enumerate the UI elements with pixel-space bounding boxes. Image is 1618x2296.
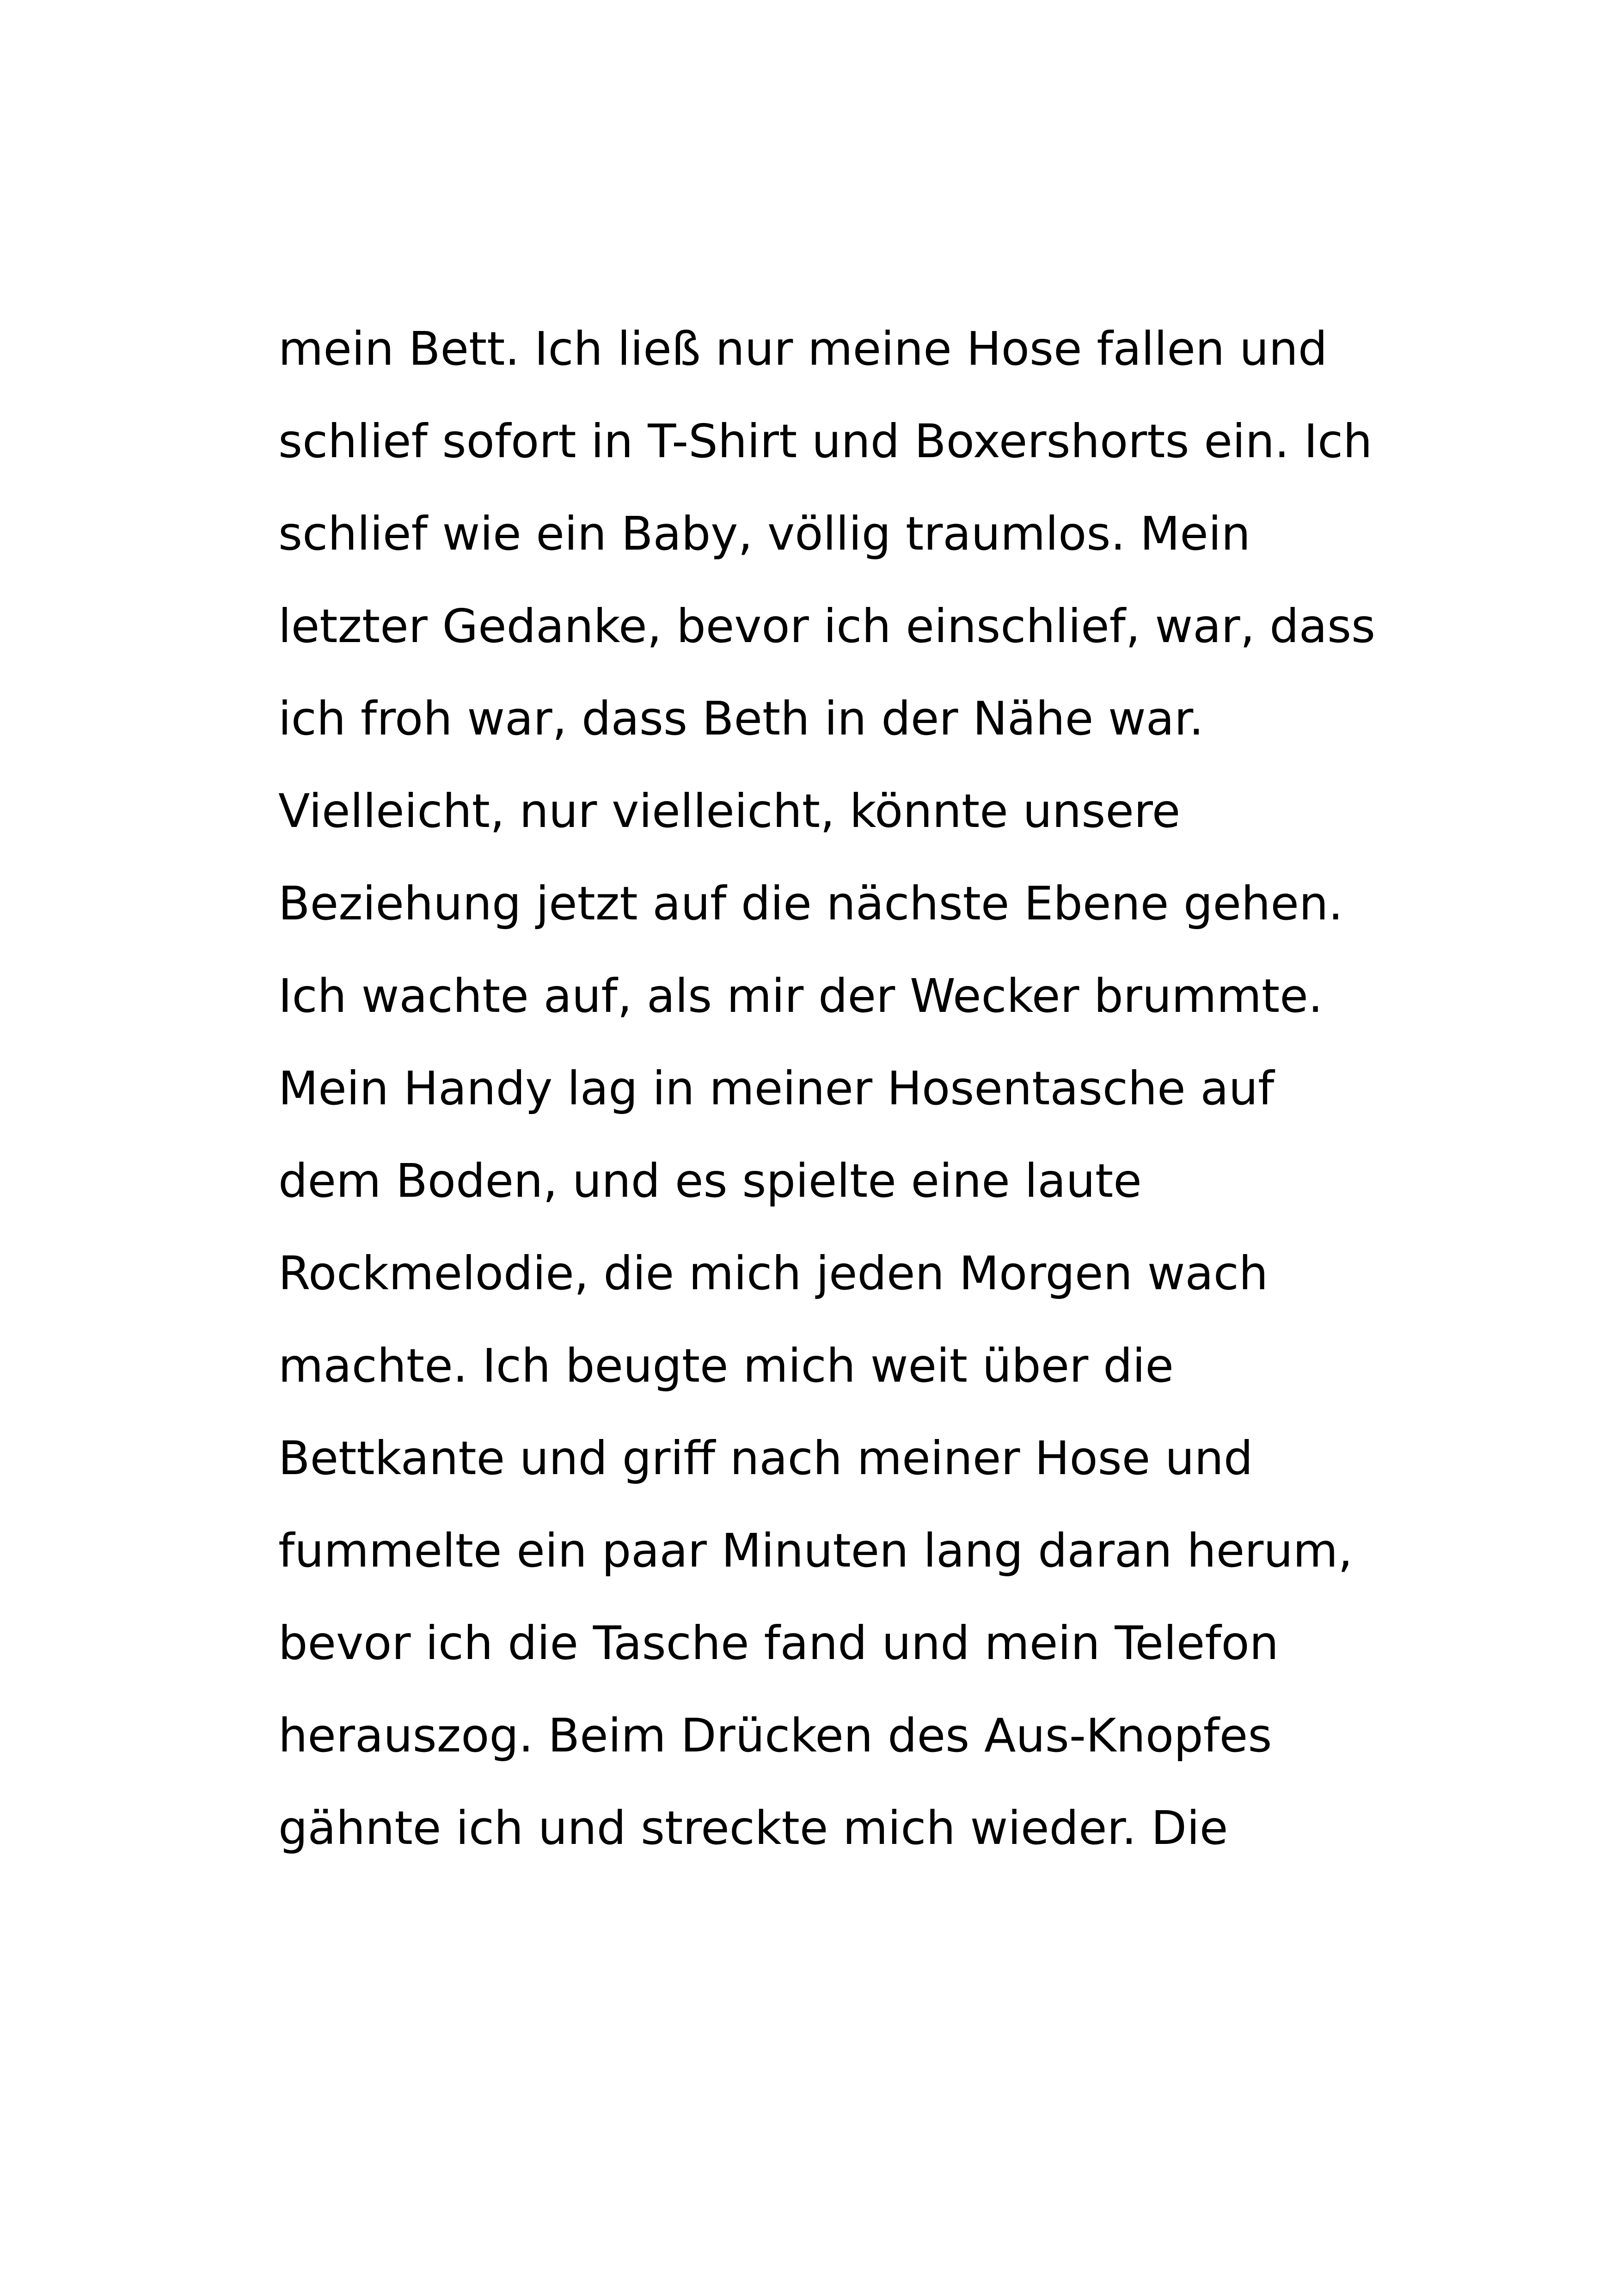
text-line-5: ich froh war, dass Beth in der Nähe war. bbox=[278, 692, 1204, 746]
text-line-11: Rockmelodie, die mich jeden Morgen wach bbox=[278, 1246, 1269, 1300]
text-line-14: fummelte ein paar Minuten lang daran herum, bbox=[278, 1524, 1353, 1578]
text-line-2: schlief sofort in T-Shirt und Boxershorts ein. Ich bbox=[278, 414, 1373, 468]
text-line-3: schlief wie ein Baby, völlig traumlos. Mein bbox=[278, 507, 1250, 561]
text-line-7: Beziehung jetzt auf die nächste Ebene gehen. bbox=[278, 876, 1343, 931]
text-line-1: mein Bett. Ich ließ nur meine Hose fallen und bbox=[278, 322, 1328, 376]
text-line-13: Bettkante und griff nach meiner Hose und bbox=[278, 1431, 1253, 1485]
text-line-15: bevor ich die Tasche fand und mein Telefon bbox=[278, 1616, 1279, 1670]
text-line-4: letzter Gedanke, bevor ich einschlief, war, dass bbox=[278, 599, 1376, 653]
text-line-12: machte. Ich beugte mich weit über die bbox=[278, 1339, 1174, 1393]
text-line-16: herauszog. Beim Drücken des Aus-Knopfes bbox=[278, 1708, 1272, 1763]
text-line-17: gähnte ich und streckte mich wieder. Die bbox=[278, 1801, 1228, 1855]
text-line-6: Vielleicht, nur vielleicht, könnte unsere bbox=[278, 784, 1181, 838]
text-line-9: Mein Handy lag in meiner Hosentasche auf bbox=[278, 1061, 1275, 1115]
body-text bbox=[278, 317, 1480, 1888]
text-line-8: Ich wachte auf, als mir der Wecker brummte. bbox=[278, 969, 1323, 1023]
text-line-10: dem Boden, und es spielte eine laute bbox=[278, 1154, 1142, 1208]
